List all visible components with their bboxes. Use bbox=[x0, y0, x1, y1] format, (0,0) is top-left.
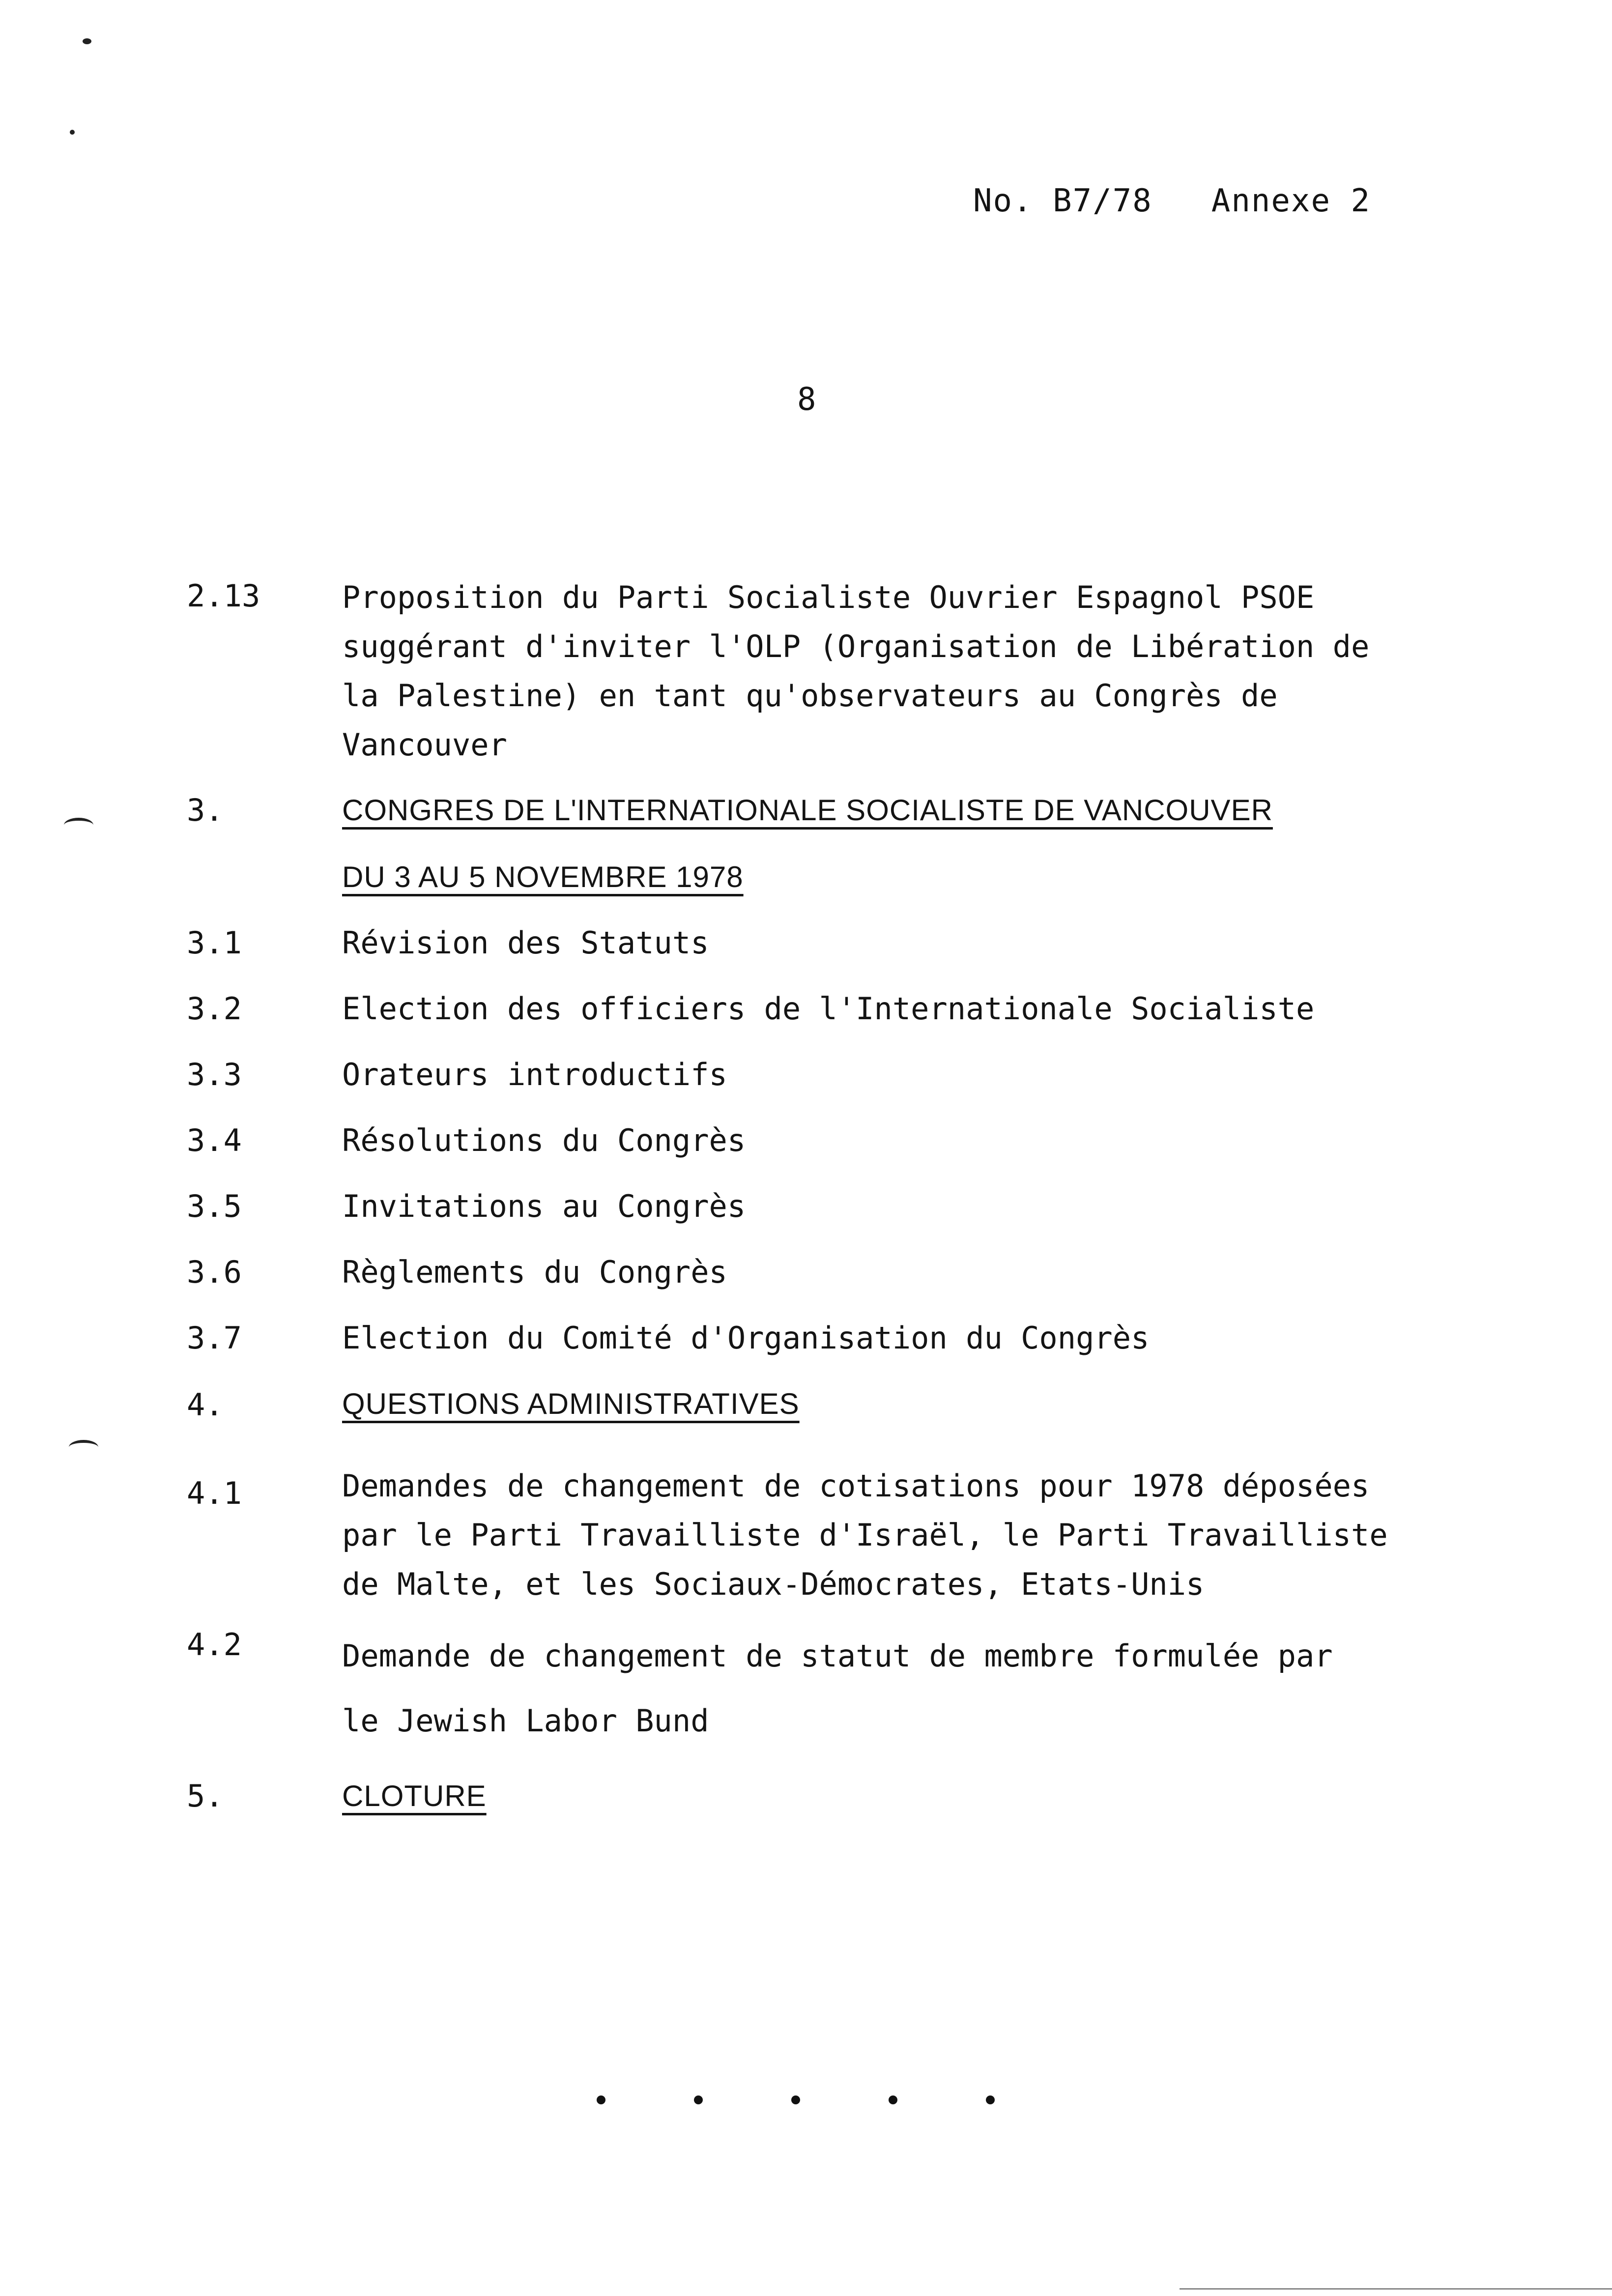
item-paragraph bbox=[342, 573, 1369, 770]
paragraph-line: Demandes de changement de cotisations pour 1978 déposées bbox=[342, 1468, 1370, 1504]
section-heading: CLOTURE bbox=[342, 1779, 487, 1812]
section-heading-continued: DU 3 AU 5 NOVEMBRE 1978 bbox=[342, 861, 744, 893]
separator-dot bbox=[694, 2095, 703, 2104]
section-number: 3. bbox=[187, 792, 224, 828]
annex-label: Annexe 2 bbox=[1211, 183, 1371, 219]
item-number: 3.4 bbox=[187, 1122, 242, 1158]
section-number: 4. bbox=[187, 1387, 224, 1423]
item-text: Résolutions du Congrès bbox=[342, 1122, 746, 1158]
item-text: Election du Comité d'Organisation du Congrès bbox=[342, 1320, 1150, 1356]
paragraph-line: Demande de changement de statut de membre formulée par bbox=[342, 1638, 1333, 1674]
scan-speck bbox=[83, 38, 91, 44]
paragraph-line: suggérant d'inviter l'OLP (Organisation de Libération de bbox=[342, 629, 1370, 664]
item-paragraph bbox=[342, 1624, 1333, 1753]
separator-dot bbox=[889, 2095, 897, 2104]
item-text: Règlements du Congrès bbox=[342, 1254, 727, 1290]
scan-speck bbox=[70, 130, 75, 135]
separator-dot bbox=[597, 2095, 605, 2104]
item-number: 3.2 bbox=[187, 991, 242, 1027]
scan-edge-line bbox=[1180, 2288, 1612, 2290]
reference-number: No. B7/78 bbox=[973, 183, 1152, 219]
separator-dot bbox=[791, 2095, 800, 2104]
item-number: 3.5 bbox=[187, 1188, 242, 1224]
section-heading: CONGRES DE L'INTERNATIONALE SOCIALISTE DE VANCOUVER bbox=[342, 794, 1273, 827]
document-reference-header bbox=[973, 183, 1371, 219]
item-text: Révision des Statuts bbox=[342, 925, 709, 961]
section-heading: QUESTIONS ADMINISTRATIVES bbox=[342, 1387, 800, 1420]
item-number: 3.3 bbox=[187, 1057, 242, 1092]
item-number: 4.2 bbox=[187, 1627, 242, 1663]
paragraph-line: Proposition du Parti Socialiste Ouvrier Espagnol PSOE bbox=[342, 579, 1315, 615]
paragraph-line: de Malte, et les Sociaux-Démocrates, Etats-Unis bbox=[342, 1566, 1205, 1602]
section-number: 5. bbox=[187, 1778, 224, 1814]
item-text: Invitations au Congrès bbox=[342, 1188, 746, 1224]
page-number: 8 bbox=[797, 381, 816, 418]
margin-mark bbox=[64, 818, 93, 832]
item-number: 4.1 bbox=[187, 1475, 242, 1511]
item-paragraph bbox=[342, 1462, 1388, 1609]
item-number: 2.13 bbox=[187, 578, 260, 614]
item-number: 3.7 bbox=[187, 1320, 242, 1356]
margin-mark bbox=[69, 1440, 98, 1455]
paragraph-line: Vancouver bbox=[342, 727, 507, 763]
separator-dot bbox=[986, 2095, 995, 2104]
item-text: Election des officiers de l'Internationale Socialiste bbox=[342, 991, 1315, 1027]
paragraph-line: le Jewish Labor Bund bbox=[342, 1703, 709, 1739]
item-number: 3.1 bbox=[187, 925, 242, 961]
paragraph-line: par le Parti Travailliste d'Israël, le Parti Travailliste bbox=[342, 1517, 1388, 1553]
item-number: 3.6 bbox=[187, 1254, 242, 1290]
item-text: Orateurs introductifs bbox=[342, 1057, 727, 1092]
paragraph-line: la Palestine) en tant qu'observateurs au Congrès de bbox=[342, 678, 1278, 714]
